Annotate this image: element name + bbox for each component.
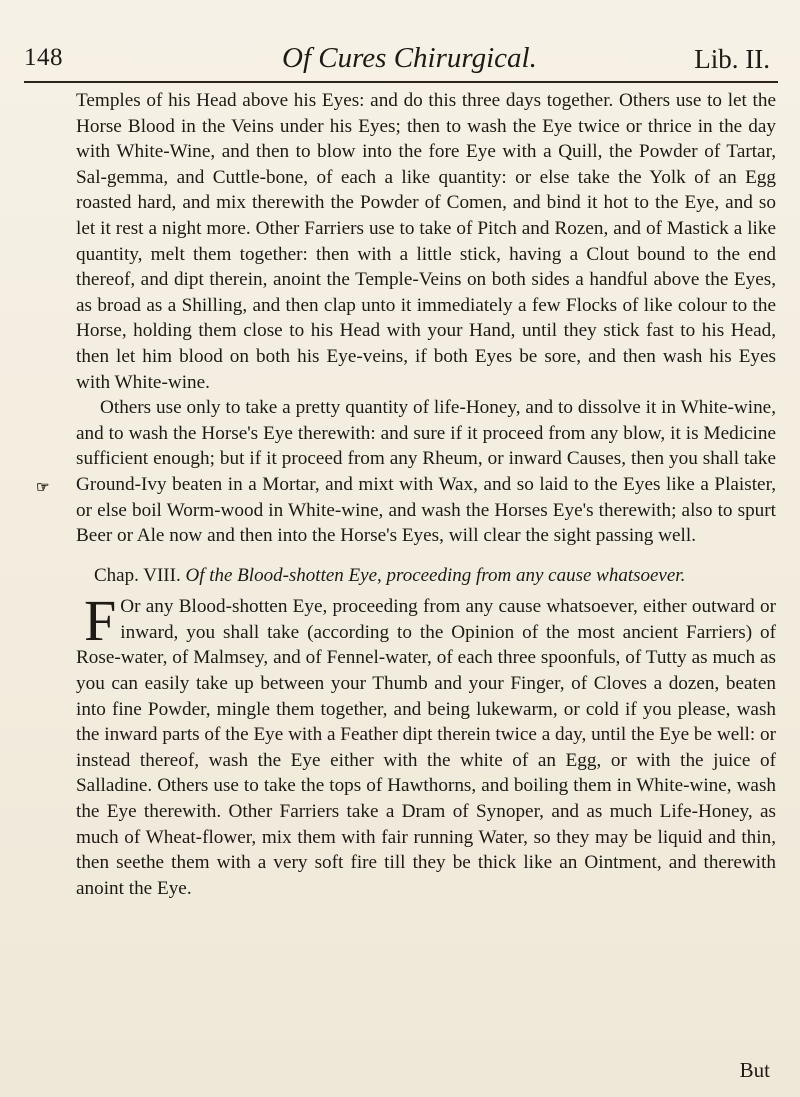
page-number: 148 [24, 44, 63, 71]
paragraph-continued: Temples of his Head above his Eyes: and do this three days together. Others use to let the Horse Blood in the Veins under his Eyes; then to wash the Eye twice or thrice in the day with White-Wine, and then to blow into the fore Eye with a Quill, the Powder of Tartar, Sal-gemma, and Cuttle-bone, of each a like quantity: or else take the Yolk of an Egg roasted hard, and mix therewith the Powder of Comen, and bind it hot to the Eye, and so let it rest a night more. Other Farriers use to take of Pitch and Rozen, and of Mastick a like quantity, melt them together: then with a little stick, having a Clout bound to the end thereof, and dipt therein, anoint the Temple-Veins on both sides a handful above the Eyes, as broad as a Shilling, and then clap unto it immediately a few Flocks of like colour to the Horse, holding them close to his Head with your Hand, until they stick fast to his Head, then let him blood on both his Eye-veins, if both Eyes be sore, and then wash his Eyes with White-wine. [76, 90, 776, 393]
page-header [24, 18, 778, 80]
chapter-title: Of the Blood-shotten Eye, proceeding from any cause whatsoever. [185, 564, 686, 586]
chapter-paragraph-text: Or any Blood-shotten Eye, proceeding from any cause whatsoever, either outward or inward, you shall take (according to the Opinion of the most ancient Farriers) of Rose-water, of Malmsey, and of Fennel-water, of each three spoonfuls, of Tutty as much as you can easily take up between your Thumb and your Finger, of Cloves a dozen, beaten into fine Powder, mingle them together, and being lukewarm, or cold if you please, wash the inward parts of the Eye with a Feather dipt therein twice a day, until the Eye be well: or instead thereof, wash the Eye either with the white of an Egg, or with the juice of Salladine. Others use to take the tops of Hawthorns, and boiling them in White-wine, wash the Eye therewith. Other Farriers take a Dram of Synoper, and as much Life-Honey, as much of Wheat-flower, mix them with fair running Water, so they may be liquid and thin, then seethe them with a very soft fire till they be thick like an Ointment, and therewith anoint the Eye. [76, 596, 776, 899]
book-part-label: Lib. II. [694, 44, 770, 74]
running-title: Of Cures Chirurgical. [282, 42, 537, 74]
paragraph-honey-remedy: Others use only to take a pretty quantity of life-Honey, and to dissolve it in White-wine, and to wash the Horse's Eye therewith: and sure if it proceed from any blow, it is Medicine sufficient enough; but if it proceed from any Rheum, or inward Causes, then you shall take Ground-Ivy beaten in a Mortar, and mixt with Wax, and so laid to the Eyes like a Plaister, or else boil Worm-wood in White-wine, and wash the Horses Eye's therewith; also to spurt Beer or Ale now and then into the Horse's Eyes, will clear the sight passing well. [76, 397, 776, 547]
pointing-hand-icon: ☞ [36, 480, 50, 496]
header-rule [24, 81, 778, 83]
drop-cap: F [84, 588, 117, 654]
chapter-paragraph [76, 588, 776, 901]
catchword: But [739, 1058, 770, 1082]
chapter-label: Chap. VIII. [94, 564, 181, 586]
chapter-heading [76, 563, 776, 589]
body-text [76, 88, 776, 901]
